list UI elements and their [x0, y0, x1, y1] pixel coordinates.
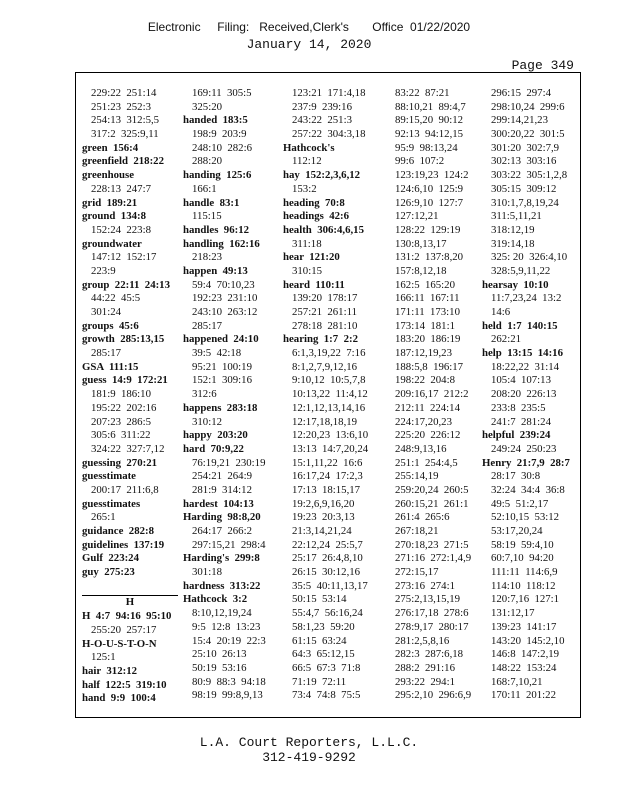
- index-entry: 114:10 118:12: [491, 579, 556, 592]
- index-entry: 181:9 186:10: [91, 388, 151, 401]
- index-entry: 147:12 152:17: [91, 251, 157, 264]
- index-entry: 17:13 18:15,17: [292, 483, 361, 496]
- index-entry: 209:16,17 212:2: [395, 388, 469, 401]
- index-entry: 229:22 251:14: [91, 87, 157, 99]
- index-entry: 295:2,10 296:6,9: [395, 689, 472, 702]
- index-entry: 112:12: [292, 155, 322, 168]
- index-entry: 299:14,21,23: [491, 114, 548, 127]
- index-entry: 228:13 247:7: [91, 182, 151, 195]
- index-term: ground 134:8: [82, 210, 146, 223]
- index-entry: 50:15 53:14: [292, 593, 347, 606]
- index-entry: 92:13 94:12,15: [395, 128, 464, 141]
- index-term: hearsay 10:10: [482, 278, 549, 291]
- index-entry: 305:6 311:22: [91, 429, 151, 442]
- index-entry: 257:21 261:11: [292, 306, 357, 318]
- index-frame: [75, 72, 581, 718]
- index-entry: 200:17 211:6,8: [91, 483, 159, 496]
- index-term: health 306:4,6,15: [283, 223, 364, 236]
- index-term: hard 70:9,22: [183, 442, 244, 455]
- index-entry: 187:12,19,23: [395, 347, 452, 360]
- index-entry: 60:7,10 94:20: [491, 552, 554, 565]
- index-term: group 22:11 24:13: [82, 278, 170, 291]
- index-entry: 243:10 263:12: [192, 306, 258, 318]
- index-entry: 301:24: [91, 306, 121, 318]
- index-entry: 105:4 107:13: [491, 374, 551, 387]
- index-term: heard 110:11: [283, 278, 345, 291]
- index-entry: 254:21 264:9: [192, 470, 252, 483]
- index-entry: 259:20,24 260:5: [395, 483, 469, 496]
- index-entry: 13:13 14:7,20,24: [292, 442, 369, 455]
- index-term: hardest 104:13: [183, 497, 254, 510]
- index-term: hand 9:9 100:4: [82, 692, 156, 705]
- index-entry: 170:11 201:22: [491, 689, 556, 702]
- index-entry: 272:15,17: [395, 566, 439, 579]
- index-term: helpful 239:24: [482, 429, 551, 442]
- index-entry: 325:20: [192, 100, 222, 113]
- index-entry: 44:22 45:5: [91, 292, 141, 305]
- index-entry: 264:17 266:2: [192, 525, 252, 537]
- index-entry: 6:1,3,19,22 7:16: [292, 347, 366, 360]
- index-entry: 173:14 181:1: [395, 319, 455, 332]
- index-column-4: [386, 87, 482, 703]
- index-entry: 241:7 281:24: [491, 415, 551, 428]
- index-entry: 260:15,21 261:1: [395, 497, 469, 510]
- index-entry: 98:19 99:8,9,13: [192, 689, 263, 702]
- index-term: Harding's 299:8: [183, 552, 260, 565]
- index-entry: 225:20 226:12: [395, 429, 461, 442]
- index-entry: 8:10,12,19,24: [192, 607, 252, 620]
- index-entry: 131:2 137:8,20: [395, 251, 464, 264]
- index-entry: 257:22 304:3,18: [292, 128, 366, 141]
- index-entry: 11:7,23,24 13:2: [491, 292, 562, 305]
- index-entry: 302:13 303:16: [491, 155, 557, 168]
- index-term: hear 121:20: [283, 251, 340, 264]
- index-entry: 310:1,7,8,19,24: [491, 196, 559, 209]
- index-entry: 237:9 239:16: [292, 100, 352, 113]
- index-entry: 303:22 305:1,2,8: [491, 169, 568, 182]
- index-entry: 66:5 67:3 71:8: [292, 661, 361, 674]
- index-term: heading 70:8: [283, 196, 345, 209]
- index-term: Hathcock's: [283, 141, 335, 154]
- index-term: happy 203:20: [183, 429, 248, 442]
- index-entry: 25:17 26:4,8,10: [292, 552, 363, 565]
- index-entry: 39:5 42:18: [192, 347, 242, 360]
- index-term: growth 285:13,15: [82, 333, 165, 346]
- index-term: happened 24:10: [183, 333, 259, 346]
- index-term: guesstimates: [82, 497, 141, 510]
- index-entry: 243:22 251:3: [292, 114, 352, 127]
- index-entry: 49:5 51:2,17: [491, 497, 549, 510]
- index-entry: 143:20 145:2,10: [491, 634, 565, 647]
- index-entry: 281:9 314:12: [192, 483, 252, 496]
- index-term: happens 283:18: [183, 401, 258, 414]
- index-entry: 115:15: [192, 210, 222, 223]
- index-entry: 293:22 294:1: [395, 675, 455, 688]
- index-entry: 26:15 30:12,16: [292, 566, 361, 579]
- index-entry: 58:19 59:4,10: [491, 538, 554, 551]
- index-term: handle 83:1: [183, 196, 240, 209]
- index-entry: 71:19 72:11: [292, 675, 347, 688]
- index-entry: 12:17,18,18,19: [292, 415, 358, 428]
- index-column-1: [82, 87, 178, 706]
- index-entry: 125:1: [91, 651, 116, 664]
- index-term: guessing 270:21: [82, 456, 157, 469]
- index-entry: 22:12,24 25:5,7: [292, 538, 363, 551]
- index-entry: 15:4 20:19 22:3: [192, 634, 266, 647]
- index-entry: 130:8,13,17: [395, 237, 447, 250]
- index-entry: 278:18 281:10: [292, 319, 358, 332]
- index-entry: 278:9,17 280:17: [395, 620, 469, 633]
- index-entry: 58:1,23 59:20: [292, 620, 355, 633]
- index-entry: 300:20,22 301:5: [491, 128, 565, 141]
- footer-phone: 312-419-9292: [262, 750, 356, 765]
- index-term: handling 162:16: [183, 237, 260, 250]
- index-entry: 157:8,12,18: [395, 264, 447, 277]
- index-entry: 9:5 12:8 13:23: [192, 620, 261, 633]
- index-entry: 139:20 178:17: [292, 292, 358, 305]
- index-entry: 207:23 286:5: [91, 415, 151, 428]
- index-term: H-O-U-S-T-O-N: [82, 637, 157, 650]
- index-entry: 18:22,22 31:14: [491, 360, 560, 373]
- index-entry: 270:18,23 271:5: [395, 538, 469, 551]
- index-entry: 166:1: [192, 182, 217, 195]
- index-entry: 298:10,24 299:6: [491, 100, 565, 113]
- index-entry: 285:17: [91, 347, 121, 360]
- index-entry: 14:6: [491, 306, 511, 318]
- index-term: green 156:4: [82, 141, 139, 154]
- index-entry: 146:8 147:2,19: [491, 648, 560, 661]
- index-term: hardness 313:22: [183, 579, 261, 592]
- index-entry: 198:9 203:9: [192, 128, 247, 141]
- index-entry: 301:20 302:7,9: [491, 141, 560, 154]
- index-entry: 12:1,12,13,14,16: [292, 401, 366, 414]
- index-entry: 64:3 65:12,15: [292, 648, 355, 661]
- index-entry: 131:12,17: [491, 607, 535, 620]
- index-entry: 21:3,14,21,24: [292, 525, 352, 537]
- index-entry: 208:20 226:13: [491, 388, 557, 401]
- index-entry: 35:5 40:11,13,17: [292, 579, 368, 592]
- index-entry: 265:1: [91, 511, 116, 524]
- index-column-5: [482, 87, 578, 703]
- index-entry: 9:10,12 10:5,7,8: [292, 374, 366, 387]
- index-entry: 255:20 257:17: [91, 623, 157, 636]
- section-letter: H: [82, 595, 178, 610]
- index-entry: 218:23: [192, 251, 222, 264]
- index-term: hay 152:2,3,6,12: [283, 169, 361, 182]
- index-entry: 52:10,15 53:12: [491, 511, 560, 524]
- index-entry: 183:20 186:19: [395, 333, 461, 346]
- index-entry: 15:1,11,22 16:6: [292, 456, 363, 469]
- index-term: H 4:7 94:16 95:10: [82, 610, 172, 623]
- index-entry: 169:11 305:5: [192, 87, 252, 99]
- index-entry: 271:16 272:1,4,9: [395, 552, 472, 565]
- index-term: held 1:7 140:15: [482, 319, 558, 332]
- index-entry: 59:4 70:10,23: [192, 278, 255, 291]
- index-entry: 310:15: [292, 264, 322, 277]
- index-entry: 281:2,5,8,16: [395, 634, 450, 647]
- index-term: hearing 1:7 2:2: [283, 333, 358, 346]
- index-entry: 95:21 100:19: [192, 360, 252, 373]
- index-entry: 95:9 98:13,24: [395, 141, 458, 154]
- index-entry: 111:11 114:6,9: [491, 566, 558, 579]
- index-entry: 19:2,6,9,16,20: [292, 497, 355, 510]
- index-entry: 88:10,21 89:4,7: [395, 100, 466, 113]
- index-entry: 285:17: [192, 319, 222, 332]
- index-entry: 261:4 265:6: [395, 511, 450, 524]
- index-entry: 248:10 282:6: [192, 141, 252, 154]
- index-entry: 251:23 252:3: [91, 100, 151, 113]
- index-entry: 120:7,16 127:1: [491, 593, 560, 606]
- index-entry: 8:1,2,7,9,12,16: [292, 360, 358, 373]
- index-term: hair 312:12: [82, 664, 137, 677]
- index-entry: 275:2,13,15,19: [395, 593, 461, 606]
- index-entry: 224:17,20,23: [395, 415, 452, 428]
- index-entry: 310:12: [192, 415, 222, 428]
- index-term: guidelines 137:19: [82, 538, 165, 551]
- index-entry: 53:17,20,24: [491, 525, 543, 537]
- index-entry: 124:6,10 125:9: [395, 182, 464, 195]
- index-entry: 328:5,9,11,22: [491, 264, 551, 277]
- index-entry: 148:22 153:24: [491, 661, 557, 674]
- index-entry: 305:15 309:12: [491, 182, 557, 195]
- index-term: headings 42:6: [283, 210, 349, 223]
- index-entry: 312:6: [192, 388, 217, 401]
- index-entry: 198:22 204:8: [395, 374, 455, 387]
- index-term: Hathcock 3:2: [183, 593, 248, 606]
- index-entry: 325: 20 326:4,10: [491, 251, 568, 264]
- index-term: handed 183:5: [183, 114, 248, 127]
- index-entry: 276:17,18 278:6: [395, 607, 469, 620]
- index-term: happen 49:13: [183, 264, 248, 277]
- index-entry: 50:19 53:16: [192, 661, 247, 674]
- index-entry: 195:22 202:16: [91, 401, 157, 414]
- index-entry: 80:9 88:3 94:18: [192, 675, 266, 688]
- index-entry: 10:13,22 11:4,12: [292, 388, 368, 401]
- index-term: greenfield 218:22: [82, 155, 164, 168]
- index-entry: 319:14,18: [491, 237, 535, 250]
- index-entry: 153:2: [292, 182, 317, 195]
- index-column-3: [283, 87, 379, 703]
- index-entry: 73:4 74:8 75:5: [292, 689, 361, 702]
- index-entry: 152:24 223:8: [91, 223, 151, 236]
- index-term: handles 96:12: [183, 223, 249, 236]
- index-entry: 233:8 235:5: [491, 401, 546, 414]
- index-entry: 127:12,21: [395, 210, 439, 223]
- index-entry: 83:22 87:21: [395, 87, 450, 99]
- index-entry: 254:13 312:5,5: [91, 114, 160, 127]
- index-entry: 192:23 231:10: [192, 292, 258, 305]
- index-term: help 13:15 14:16: [482, 347, 563, 360]
- index-entry: 168:7,10,21: [491, 675, 543, 688]
- index-entry: 318:12,19: [491, 223, 535, 236]
- index-term: Henry 21:7,9 28:7: [482, 456, 570, 469]
- index-entry: 288:2 291:16: [395, 661, 455, 674]
- index-entry: 61:15 63:24: [292, 634, 347, 647]
- index-entry: 123:19,23 124:2: [395, 169, 469, 182]
- index-entry: [82, 580, 178, 594]
- index-entry: 12:20,23 13:6,10: [292, 429, 369, 442]
- date-header: January 14, 2020: [246, 37, 372, 52]
- index-term: greenhouse: [82, 169, 134, 182]
- index-entry: 162:5 165:20: [395, 278, 455, 291]
- index-entry: 32:24 34:4 36:8: [491, 483, 565, 496]
- index-entry: 324:22 327:7,12: [91, 442, 165, 455]
- index-term: guesstimate: [82, 470, 136, 483]
- index-entry: 188:5,8 196:17: [395, 360, 464, 373]
- index-term: groundwater: [82, 237, 142, 250]
- index-entry: 212:11 224:14: [395, 401, 460, 414]
- index-entry: 128:22 129:19: [395, 223, 461, 236]
- index-entry: 25:10 26:13: [192, 648, 247, 661]
- index-entry: 311:18: [292, 237, 322, 250]
- index-entry: 55:4,7 56:16,24: [292, 607, 363, 620]
- index-entry: 251:1 254:4,5: [395, 456, 458, 469]
- index-entry: 16:17,24 17:2,3: [292, 470, 363, 483]
- index-entry: 99:6 107:2: [395, 155, 445, 168]
- index-entry: 297:15,21 298:4: [192, 538, 266, 551]
- index-entry: 171:11 173:10: [395, 306, 460, 318]
- index-column-2: [183, 87, 279, 703]
- index-term: Harding 98:8,20: [183, 511, 261, 524]
- index-term: handing 125:6: [183, 169, 252, 182]
- index-entry: 262:21: [491, 333, 521, 346]
- index-entry: 123:21 171:4,18: [292, 87, 366, 99]
- index-entry: 139:23 141:17: [491, 620, 557, 633]
- filing-header: Electronic Filing: Received,Clerk's Office 01/22/2020: [147, 20, 471, 34]
- index-entry: 296:15 297:4: [491, 87, 551, 99]
- index-entry: 126:9,10 127:7: [395, 196, 464, 209]
- index-term: groups 45:6: [82, 319, 139, 332]
- index-entry: 166:11 167:11: [395, 292, 460, 305]
- index-entry: 282:3 287:6,18: [395, 648, 464, 661]
- index-entry: 301:18: [192, 566, 222, 579]
- index-entry: 223:9: [91, 264, 116, 277]
- footer-company: L.A. Court Reporters, L.L.C.: [199, 735, 419, 750]
- index-term: grid 189:21: [82, 196, 138, 209]
- page-number: Page 349: [511, 58, 574, 73]
- index-term: guy 275:23: [82, 566, 135, 579]
- index-term: guess 14:9 172:21: [82, 374, 168, 387]
- index-entry: 288:20: [192, 155, 222, 168]
- index-entry: 273:16 274:1: [395, 579, 455, 592]
- index-entry: 255:14,19: [395, 470, 439, 483]
- index-entry: 28:17 30:8: [491, 470, 541, 483]
- index-term: guidance 282:8: [82, 525, 154, 537]
- index-entry: 317:2 325:9,11: [91, 128, 159, 141]
- index-entry: 248:9,13,16: [395, 442, 447, 455]
- index-term: Gulf 223:24: [82, 552, 139, 565]
- index-entry: 19:23 20:3,13: [292, 511, 355, 524]
- index-term: half 122:5 319:10: [82, 678, 167, 691]
- index-term: GSA 111:15: [82, 360, 139, 373]
- index-entry: 152:1 309:16: [192, 374, 252, 387]
- index-entry: 311:5,11,21: [491, 210, 542, 223]
- index-entry: 76:19,21 230:19: [192, 456, 266, 469]
- index-entry: 267:18,21: [395, 525, 439, 537]
- index-entry: 249:24 250:23: [491, 442, 557, 455]
- index-entry: 89:15,20 90:12: [395, 114, 464, 127]
